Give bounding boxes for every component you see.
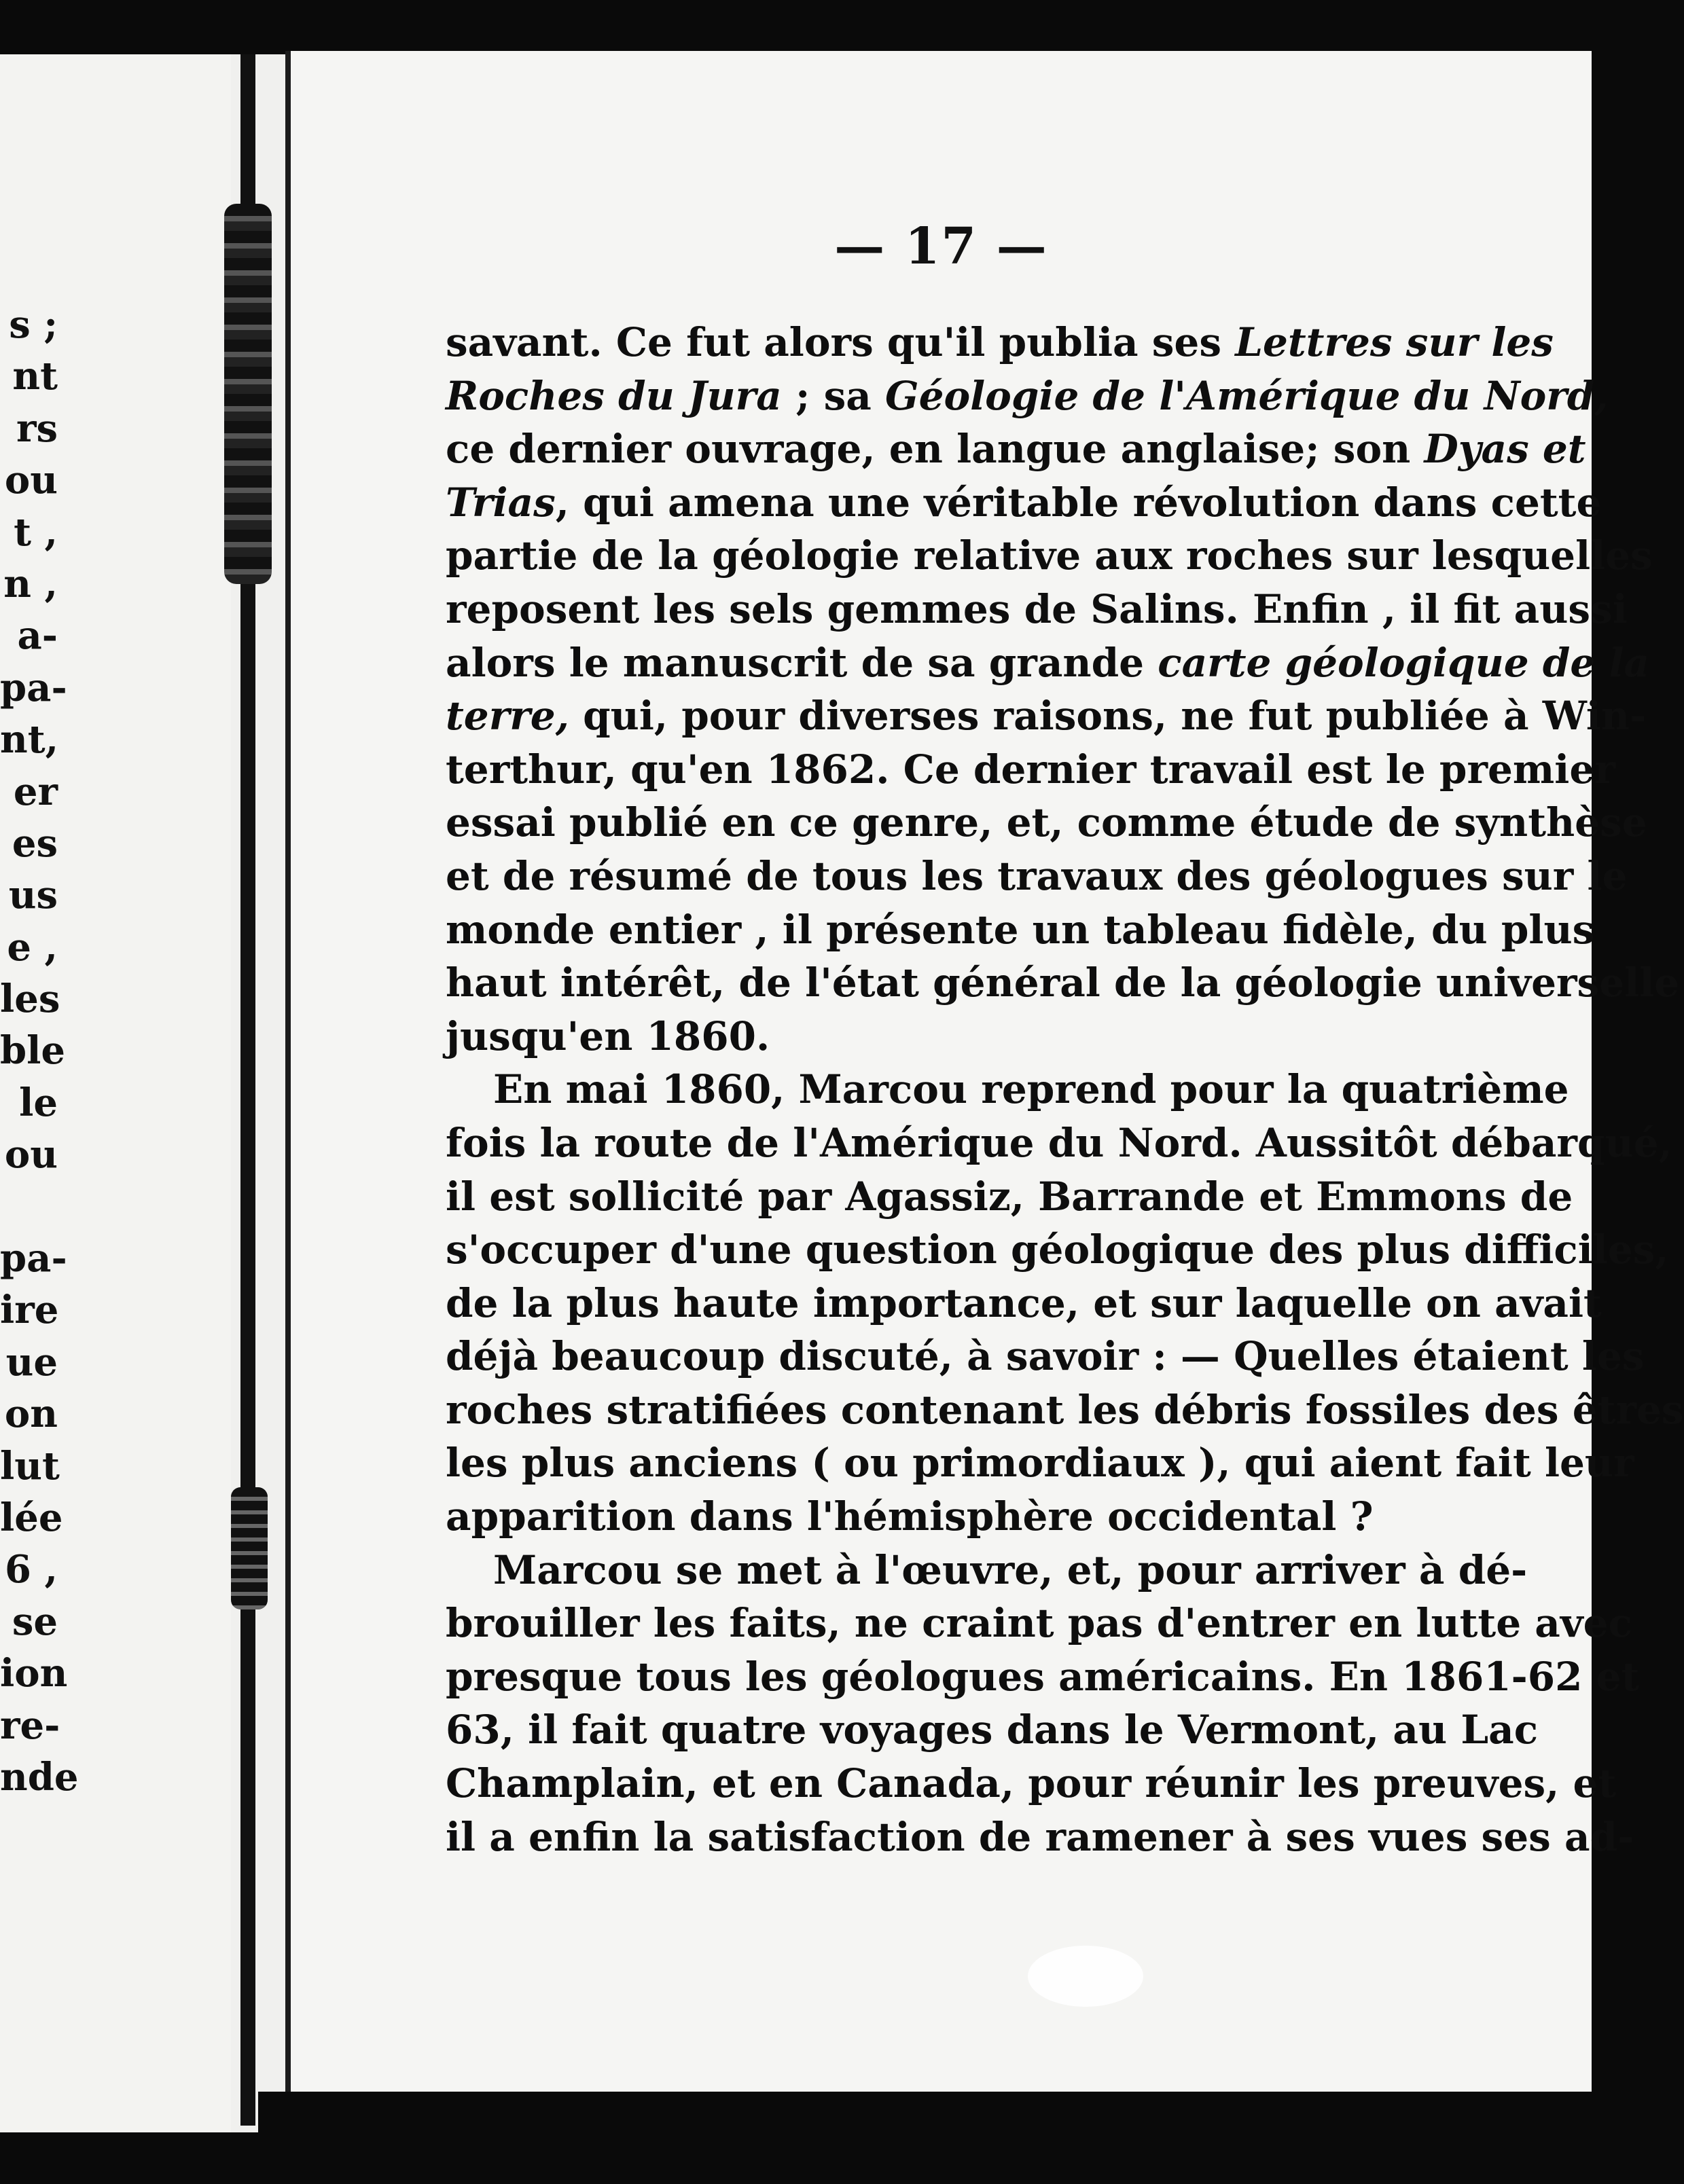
left-fragment: ou bbox=[4, 1132, 58, 1178]
left-fragment: er bbox=[13, 769, 58, 814]
text-line: brouiller les faits, ne craint pas d'entrer en lutte avec bbox=[446, 1600, 1632, 1647]
left-fragment: lée bbox=[0, 1495, 63, 1540]
text-line: En mai 1860, Marcou reprend pour la quatrième bbox=[493, 1066, 1569, 1113]
right-page bbox=[285, 51, 1684, 2092]
text-run: , qui amena une véritable révolution dans cette bbox=[555, 479, 1602, 526]
left-fragment: lut bbox=[0, 1443, 60, 1489]
text-line bbox=[446, 476, 1602, 530]
text-line: s'occuper d'une question géologique des plus difficiles, bbox=[446, 1226, 1669, 1273]
italic-title: terre, bbox=[446, 693, 569, 740]
text-line bbox=[446, 743, 1615, 797]
left-fragment: ble bbox=[0, 1028, 66, 1074]
left-fragment: t , bbox=[14, 509, 58, 555]
left-fragment: ue bbox=[5, 1339, 58, 1385]
text-line bbox=[446, 903, 1595, 957]
text-line bbox=[446, 689, 1647, 743]
text-line: Champlain, et en Canada, pour réunir les preuves, et bbox=[446, 1760, 1617, 1807]
left-fragment: ion bbox=[0, 1651, 68, 1696]
text-line bbox=[446, 1010, 1478, 1063]
italic-title: Dyas et bbox=[1424, 426, 1586, 473]
text-line: les plus anciens ( ou primordiaux ), qui aient fait leur bbox=[446, 1440, 1634, 1487]
text-line: 63, il fait quatre voyages dans le Vermont, au Lac bbox=[446, 1707, 1539, 1753]
text-line bbox=[446, 956, 1680, 1010]
text-line: apparition dans l'hémisphère occidental ? bbox=[446, 1493, 1374, 1540]
text-run: et de résumé de tous les travaux des géologues sur le bbox=[446, 852, 1628, 899]
left-fragment: nt, bbox=[0, 717, 59, 763]
text-line bbox=[446, 369, 1609, 423]
left-fragment: nde bbox=[0, 1754, 79, 1800]
text-line bbox=[446, 529, 1653, 583]
italic-title: Lettres sur les bbox=[1235, 319, 1554, 365]
text-run: reposent les sels gemmes de Salins. Enfin , il fit aussi bbox=[446, 585, 1628, 632]
left-fragment: e , bbox=[7, 924, 58, 970]
text-run: ce dernier ouvrage, en langue anglaise; son bbox=[446, 426, 1425, 473]
left-fragment: a- bbox=[17, 613, 58, 659]
left-fragment: re- bbox=[0, 1703, 60, 1748]
page-number: — 17 — bbox=[834, 217, 1048, 276]
text-line: déjà beaucoup discuté, à savoir : — Quelles étaient les bbox=[446, 1333, 1645, 1380]
left-fragment: 6 , bbox=[5, 1547, 58, 1592]
text-line: fois la route de l'Amérique du Nord. Aussitôt débarqué, bbox=[446, 1119, 1672, 1166]
binding-thread-top bbox=[224, 204, 272, 584]
text-line: Marcou se met à l'œuvre, et, pour arriver à dé- bbox=[493, 1546, 1528, 1593]
text-run: haut intérêt, de l'état général de la géologie universelle bbox=[446, 960, 1680, 1006]
left-page-text-fragments bbox=[0, 299, 79, 1803]
text-line: roches stratifiées contenant les débris fossiles des êtres bbox=[446, 1386, 1684, 1433]
italic-title: Roches du Jura bbox=[446, 372, 782, 419]
left-fragment: es bbox=[12, 820, 58, 866]
left-fragment: s ; bbox=[9, 302, 58, 347]
left-fragment: pa- bbox=[0, 665, 67, 710]
text-line bbox=[446, 583, 1628, 636]
italic-title: Trias bbox=[446, 479, 556, 526]
page-body-text bbox=[446, 316, 1684, 1863]
text-run: alors le manuscrit de sa grande bbox=[446, 639, 1158, 686]
left-fragment: n , bbox=[3, 561, 58, 606]
left-fragment: les bbox=[0, 977, 60, 1022]
text-line bbox=[446, 422, 1586, 476]
text-run: savant. Ce fut alors qu'il publia ses bbox=[446, 319, 1236, 365]
left-fragment: rs bbox=[16, 405, 58, 451]
left-fragment: ire bbox=[0, 1288, 59, 1333]
left-fragment: on bbox=[4, 1391, 58, 1437]
left-fragment: us bbox=[8, 873, 58, 918]
left-fragment: ou bbox=[4, 458, 58, 503]
text-line: de la plus haute importance, et sur laquelle on avait bbox=[446, 1279, 1602, 1326]
left-facing-page bbox=[0, 54, 235, 2132]
text-run: qui, pour diverses raisons, ne fut publiée à Win- bbox=[569, 693, 1647, 740]
text-line bbox=[446, 796, 1647, 850]
text-run: terthur, qu'en 1862. Ce dernier travail est le premier bbox=[446, 746, 1615, 793]
text-line bbox=[446, 850, 1628, 903]
text-line: presque tous les géologues américains. En 1861-62 et bbox=[446, 1653, 1640, 1700]
italic-title: Géologie de l'Amérique du Nord, bbox=[885, 372, 1609, 419]
text-run: monde entier , il présente un tableau fidèle, du plus bbox=[446, 906, 1595, 953]
text-line: il est sollicité par Agassiz, Barrande et Emmons de bbox=[446, 1173, 1573, 1220]
left-fragment: le bbox=[19, 1080, 58, 1125]
text-line: il a enfin la satisfaction de ramener à ses vues ses ad- bbox=[446, 1813, 1634, 1860]
paper-smudge bbox=[1028, 1946, 1143, 2007]
italic-title: carte géologique de la bbox=[1158, 639, 1650, 686]
text-line bbox=[446, 316, 1554, 369]
left-fragment bbox=[0, 1181, 58, 1233]
text-run: ; sa bbox=[781, 372, 886, 419]
binding-thread-bottom bbox=[231, 1487, 268, 1609]
text-run: partie de la géologie relative aux roches sur lesquelles bbox=[446, 532, 1653, 579]
text-run: essai publié en ce genre, et, comme étude de synthèse bbox=[446, 799, 1647, 846]
text-line bbox=[446, 636, 1650, 690]
scan-border bbox=[258, 2092, 1603, 2184]
left-fragment: se bbox=[12, 1599, 58, 1644]
left-fragment: nt bbox=[12, 354, 58, 399]
left-fragment: pa- bbox=[0, 1236, 67, 1281]
text-run: jusqu'en 1860. bbox=[446, 1013, 770, 1059]
